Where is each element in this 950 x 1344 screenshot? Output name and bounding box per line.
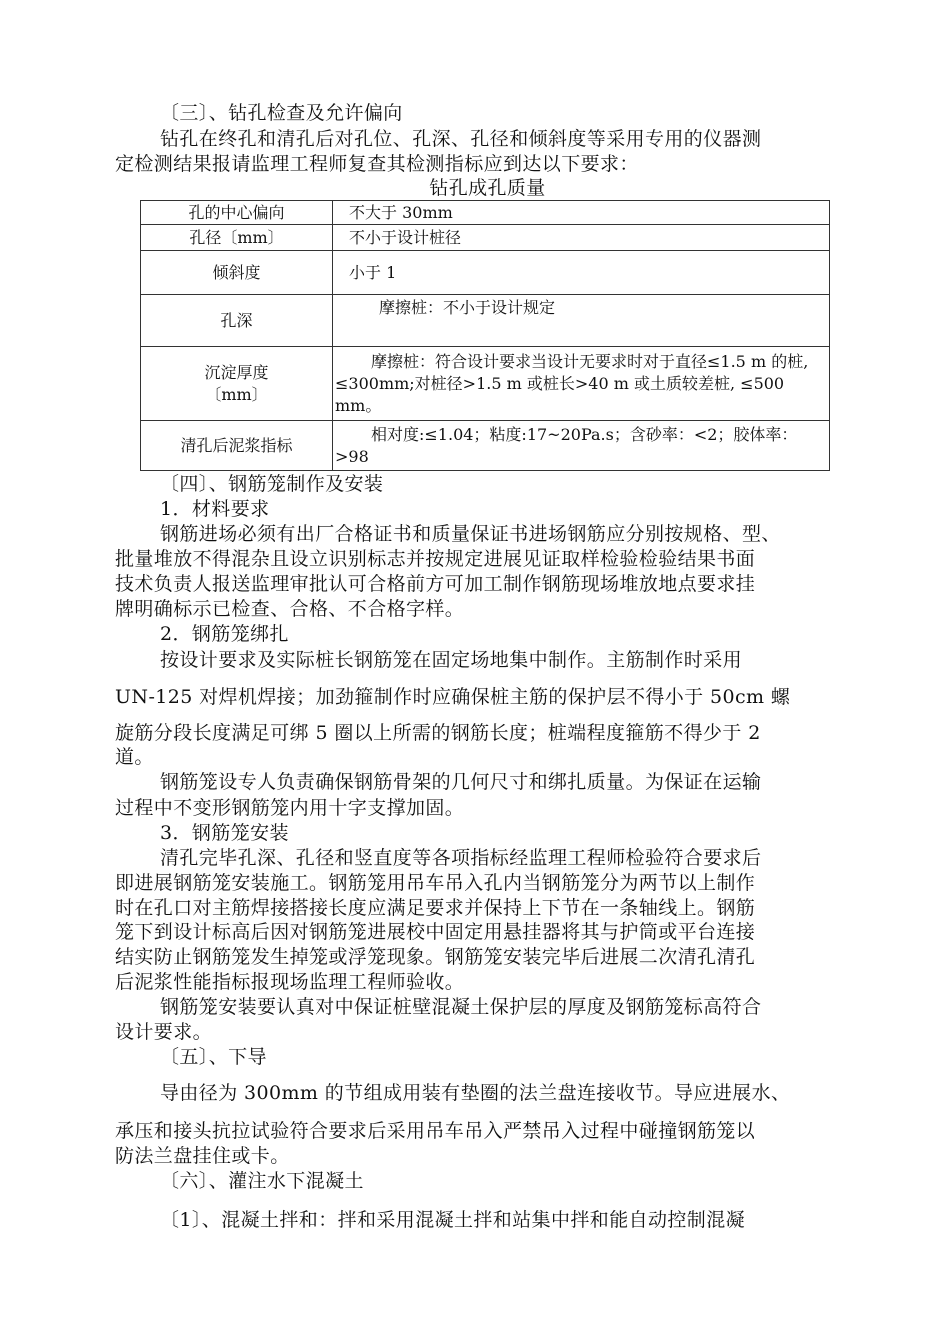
table-value-cell: 小于 1 (333, 251, 830, 295)
paragraph-line: 〔1〕、混凝土拌和：拌和采用混凝土拌和站集中拌和能自动控制混凝 (160, 1209, 745, 1231)
section-5-heading: 〔五〕、下导 (160, 1046, 267, 1068)
table-value-cell (333, 421, 830, 471)
subheading: 3．钢筋笼安装 (160, 822, 289, 844)
table-value-cell: 不小于设计桩径 (333, 225, 830, 251)
section-3-heading: 〔三〕、钻孔检查及允许偏向 (160, 102, 403, 124)
table-row (141, 201, 830, 225)
table-row (141, 225, 830, 251)
paragraph-line: 设计要求。 (115, 1021, 213, 1043)
paragraph-line: 时在孔口对主筋焊接搭接长度应满足要求并保持上下节在一条轴线上。钢筋 (115, 897, 756, 919)
table-value-text: 摩擦桩：符合设计要求当设计无要求时对于直径≤1.5 m 的桩, ≤300mm;对桩径>1.5 m 或桩长>40 m 或土质较差桩, ≤500 mm。 (335, 351, 809, 415)
table-key-cell: 倾斜度 (141, 251, 333, 295)
table-value-cell (333, 347, 830, 421)
paragraph-line: 清孔完毕孔深、孔径和竖直度等各项指标经监理工程师检验符合要求后 (160, 847, 762, 869)
table-key-cell: 孔径〔mm〕 (141, 225, 333, 251)
paragraph-line: 按设计要求及实际桩长钢筋笼在固定场地集中制作。主筋制作时采用 (160, 649, 743, 671)
paragraph-line: 后泥浆性能指标报现场监理工程师验收。 (115, 971, 465, 993)
paragraph-line: 结实防止钢筋笼发生掉笼或浮笼现象。钢筋笼安装完毕后进展二次清孔清孔 (115, 946, 756, 968)
table-key-cell: 清孔后泥浆指标 (141, 421, 333, 471)
subheading: 2．钢筋笼绑扎 (160, 623, 289, 645)
subheading: 1．材料要求 (160, 498, 270, 520)
paragraph-line: 导由径为 300mm 的节组成用装有垫圈的法兰盘连接收节。导应进展水、 (160, 1082, 791, 1104)
table-value-cell (333, 295, 830, 347)
section-6-heading: 〔六〕、灌注水下混凝土 (160, 1170, 364, 1192)
table-row (141, 347, 830, 421)
paragraph-line: 牌明确标示已检查、合格、不合格字样。 (115, 598, 465, 620)
section-4-heading: 〔四〕、钢筋笼制作及安装 (160, 473, 384, 495)
paragraph-line: 即进展钢筋笼安装施工。钢筋笼用吊车吊入孔内当钢筋笼分为两节以上制作 (115, 872, 756, 894)
table-key-cell: 孔深 (141, 295, 333, 347)
paragraph-line: 钢筋进场必须有出厂合格证书和质量保证书进场钢筋应分别按规格、型、 (160, 523, 781, 545)
paragraph-line: 批量堆放不得混杂且设立识别标志并按规定进展见证取样检验检验结果书面 (115, 548, 756, 570)
drilling-quality-table (140, 200, 830, 471)
paragraph-line: 定检测结果报请监理工程师复查其检测指标应到达以下要求： (115, 153, 639, 175)
paragraph-line: 钢筋笼设专人负责确保钢筋骨架的几何尺寸和绑扎质量。为保证在运输 (160, 771, 762, 793)
table-key-text: 沉淀厚度 (204, 362, 269, 382)
table-row (141, 251, 830, 295)
table-title: 钻孔成孔质量 (429, 177, 546, 199)
table-key-unit: 〔mm〕 (205, 384, 268, 404)
table-value-text: 摩擦桩：不小于设计规定 (379, 298, 556, 317)
paragraph-line: 防法兰盘挂住或卡。 (115, 1145, 290, 1167)
table-key-cell (141, 347, 333, 421)
paragraph-line: 旋筋分段长度满足可绑 5 圈以上所需的钢筋长度；桩端程度箍筋不得少于 2 (115, 722, 761, 744)
paragraph-line: 钻孔在终孔和清孔后对孔位、孔深、孔径和倾斜度等采用专用的仪器测 (160, 128, 762, 150)
table-value-cell: 不大于 30mm (333, 201, 830, 225)
paragraph-line: 过程中不变形钢筋笼内用十字支撑加固。 (115, 797, 465, 819)
paragraph-line: 技术负责人报送监理审批认可合格前方可加工制作钢筋现场堆放地点要求挂 (115, 573, 756, 595)
table-row (141, 295, 830, 347)
paragraph-line: 承压和接头抗拉试验符合要求后采用吊车吊入严禁吊入过程中碰撞钢筋笼以 (115, 1120, 756, 1142)
table-value-text: 相对度:≤1.04；粘度:17~20Pa.s；含砂率：<2；胶体率：>98 (335, 424, 798, 466)
paragraph-line: UN-125 对焊机焊接；加劲箍制作时应确保桩主筋的保护层不得小于 50cm 螺 (115, 686, 791, 708)
paragraph-line: 道。 (115, 746, 154, 768)
table-key-cell: 孔的中心偏向 (141, 201, 333, 225)
paragraph-line: 钢筋笼安装要认真对中保证桩壁混凝土保护层的厚度及钢筋笼标高符合 (160, 996, 762, 1018)
paragraph-line: 笼下到设计标高后因对钢筋笼进展校中固定用悬挂器将其与护筒或平台连接 (115, 921, 756, 943)
table-row (141, 421, 830, 471)
